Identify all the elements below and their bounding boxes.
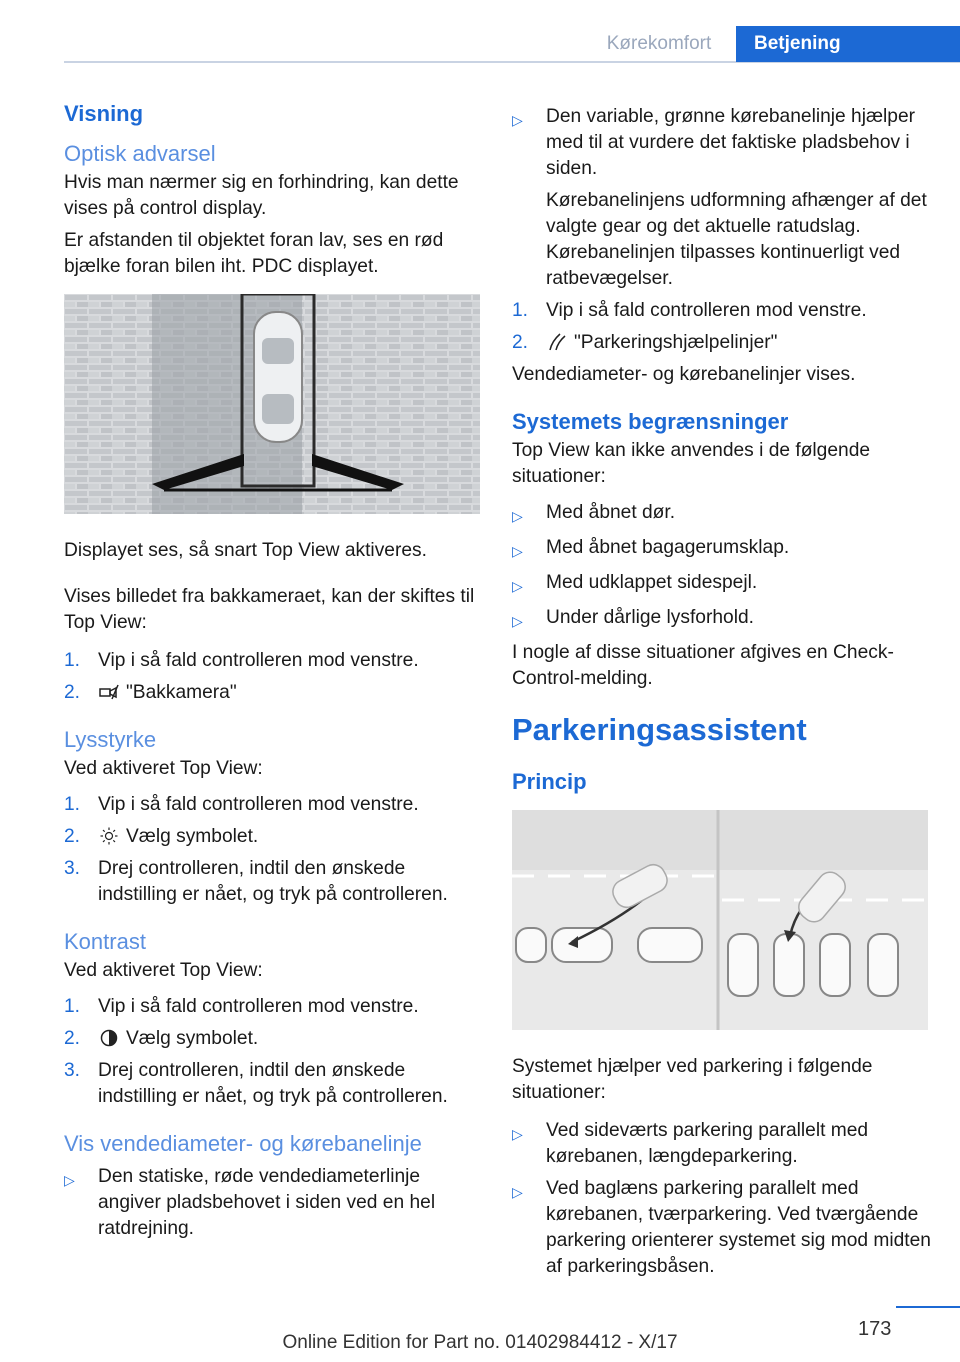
brightness-icon <box>98 827 120 845</box>
heading-kontrast: Kontrast <box>64 929 146 954</box>
page-number: 173 <box>858 1318 892 1340</box>
tab-betjening[interactable]: Betjening <box>736 26 960 62</box>
list-item: ▷ Under dårlige lysforhold. <box>512 605 932 634</box>
footer-rule <box>896 1306 960 1308</box>
right-column <box>512 104 932 1286</box>
list-item: 1. Vip i så fald controlleren mod venstre. <box>64 794 419 815</box>
heading-lysstyrke: Lysstyrke <box>64 727 157 752</box>
top-view-illustration <box>64 294 478 522</box>
list-item: 3. Drej controlleren, indtil den ønskede indstilling er nået, og tryk på controlleren. <box>64 1060 448 1107</box>
rear-camera-icon <box>98 683 120 701</box>
heading-vis-vendediameter: Vis vendediameter- og kørebanelinje <box>64 1131 422 1156</box>
paragraph: Displayet ses, så snart Top View aktiveres. <box>64 540 427 561</box>
list-item: 1. Vip i så fald controlleren mod venstre. <box>64 996 419 1017</box>
heading-visning: Visning <box>64 101 144 126</box>
list-item: 2. "Bakkamera" <box>64 682 237 703</box>
list-item: ▷ Ved sideværts parkering parallelt med kørebanen, længdeparkering. <box>512 1118 932 1170</box>
list-item: 2. Vælg symbolet. <box>64 1028 259 1049</box>
contrast-icon <box>98 1029 120 1047</box>
triangle-bullet-icon: ▷ <box>512 1126 523 1142</box>
footer-text: Online Edition for Part no. 01402984412 - X/17 <box>282 1332 678 1353</box>
list-item: ▷ Med åbnet dør. <box>512 500 932 529</box>
list-item: 3. Drej controlleren, indtil den ønskede indstilling er nået, og tryk på controlleren. <box>64 858 448 905</box>
list-item: 1. Vip i så fald controlleren mod venstre. <box>512 300 867 321</box>
paragraph: Hvis man nærmer sig en forhindring, kan dette vises på control display. <box>64 172 459 219</box>
paragraph: Ved aktiveret Top View: <box>64 960 263 981</box>
list-item: 1. Vip i så fald controlleren mod venstre. <box>64 650 419 671</box>
triangle-bullet-icon: ▷ <box>512 578 523 594</box>
triangle-bullet-icon: ▷ <box>512 508 523 524</box>
heading-parkeringsassistent: Parkeringsassistent <box>512 712 807 747</box>
paragraph: Er afstanden til objektet foran lav, ses en rød bjælke foran bilen iht. PDC displayet. <box>64 230 444 277</box>
paragraph: Ved aktiveret Top View: <box>64 758 263 779</box>
paragraph: Systemet hjælper ved parkering i følgende situationer: <box>512 1056 873 1103</box>
heading-systemets-begraensninger: Systemets begrænsninger <box>512 409 789 434</box>
heading-princip: Princip <box>512 769 587 794</box>
paragraph: Vises billedet fra bakkameraet, kan der skiftes til Top View: <box>64 586 475 633</box>
list-item: ▷ Ved baglæns parkering parallelt med kørebanen, tværparkering. Ved tværgående parkering orienterer systemet sig mod midten af parkeringsbåsen. <box>512 1176 932 1280</box>
list-item-continuation: Kørebanelinjens udformning afhænger af det valgte gear og det aktuelle ratudslag. Kørebanelinjen tilpasses kontinuerligt ved ratbevægelser. <box>546 190 927 289</box>
list-item: ▷ Den statiske, røde vendediameterlinje angiver pladsbehovet i siden ved en hel ratdrejning. <box>64 1164 478 1242</box>
triangle-bullet-icon: ▷ <box>512 112 523 128</box>
triangle-bullet-icon: ▷ <box>512 1184 523 1200</box>
list-item: ▷ Den variable, grønne kørebanelinje hjælper med til at vurdere det faktiske pladsbehov i siden. <box>512 104 932 182</box>
paragraph: Top View kan ikke anvendes i de følgende situationer: <box>512 440 871 487</box>
tab-korekomfort[interactable]: Kørekomfort <box>606 33 712 54</box>
paragraph: Vendediameter- og kørebanelinjer vises. <box>512 364 856 385</box>
list-item: ▷ Med åbnet bagagerumsklap. <box>512 535 932 564</box>
parking-lines-icon <box>546 333 568 351</box>
heading-optisk-advarsel: Optisk advarsel <box>64 141 216 166</box>
parking-assistant-illustration <box>512 810 932 1038</box>
paragraph: I nogle af disse situationer afgives en Check-Control-melding. <box>512 642 894 689</box>
left-column <box>64 98 478 1248</box>
triangle-bullet-icon: ▷ <box>64 1172 75 1188</box>
list-item: ▷ Med udklappet sidespejl. <box>512 570 932 599</box>
list-item: 2. Vælg symbolet. <box>64 826 259 847</box>
list-item: 2. "Parkeringshjælpelinjer" <box>512 332 778 353</box>
triangle-bullet-icon: ▷ <box>512 613 523 629</box>
triangle-bullet-icon: ▷ <box>512 543 523 559</box>
